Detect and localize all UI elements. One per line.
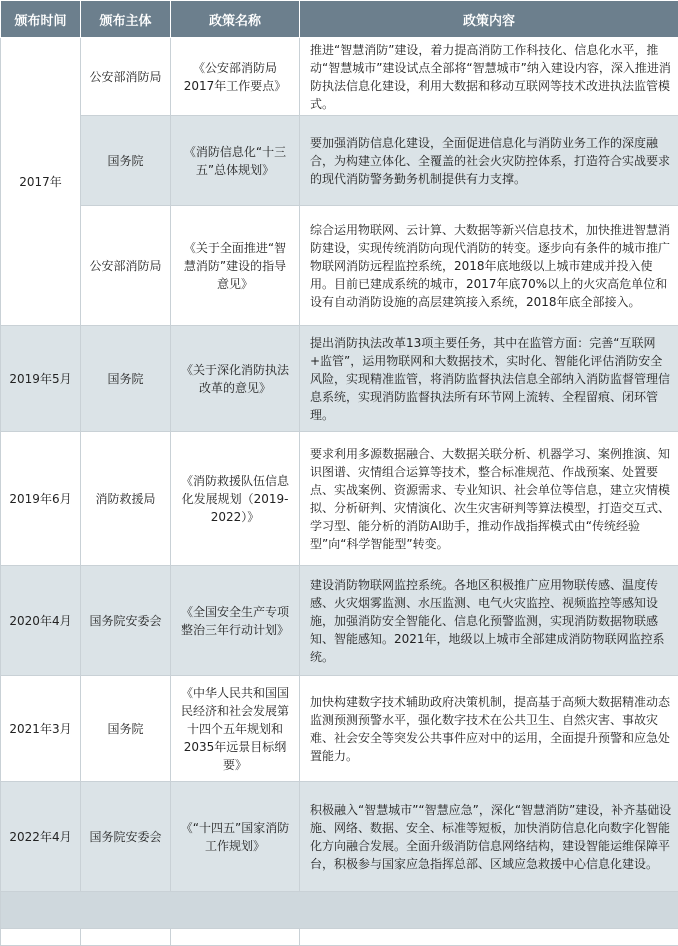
table-row (1, 206, 678, 326)
cell-policy-name: 《消防救援队伍信息化发展规划（2019-2022）》 (171, 432, 300, 566)
cell-issuer: 国务院 (81, 116, 171, 206)
table-row (1, 38, 678, 116)
cell-policy-name: 《关于深化消防执法改革的意见》 (171, 326, 300, 432)
empty-band (1, 892, 678, 929)
cell-policy-name: 《关于全面推进“智慧消防”建设的指导意见》 (171, 206, 300, 326)
cell-time: 2022年4月 (1, 782, 81, 892)
cell-issuer: 国务院安委会 (81, 782, 171, 892)
table-row (1, 116, 678, 206)
cell-issuer: 公安部消防局 (81, 38, 171, 116)
cell-issuer: 消防救援局 (81, 432, 171, 566)
empty-cell (81, 929, 171, 946)
header-time: 颁布时间 (1, 1, 81, 38)
cell-issuer: 国务院 (81, 676, 171, 782)
empty-cell (1, 929, 81, 946)
table-tail-row (1, 929, 678, 946)
empty-cell (300, 929, 678, 946)
table-row (1, 676, 678, 782)
table-row (1, 782, 678, 892)
cell-issuer: 国务院 (81, 326, 171, 432)
cell-issuer: 国务院安委会 (81, 566, 171, 676)
cell-policy-name: 《全国安全生产专项整治三年行动计划》 (171, 566, 300, 676)
cell-time: 2021年3月 (1, 676, 81, 782)
cell-policy-content: 提出消防执法改革13项主要任务，其中在监管方面：完善“互联网+监管”，运用物联网和大数据技术，实时化、智能化评估消防安全风险，实现精准监管，将消防监督执法信息全部纳入消防监督管理信息系统，实现消防监督执法所有环节网上流转、全程留痕、闭环管理。 (300, 326, 678, 432)
table-row (1, 566, 678, 676)
header-policy-name: 政策名称 (171, 1, 300, 38)
cell-time: 2017年 (1, 38, 81, 326)
empty-cell (171, 929, 300, 946)
cell-policy-content: 推进“智慧消防”建设，着力提高消防工作科技化、信息化水平，推动“智慧城市”建设试点全部将“智慧城市”纳入建设内容，深入推进消防执法信息化建设，利用大数据和移动互联网等技术改进执法监管模式。 (300, 38, 678, 116)
cell-policy-name: 《公安部消防局2017年工作要点》 (171, 38, 300, 116)
cell-policy-name: 《消防信息化“十三五”总体规划》 (171, 116, 300, 206)
cell-policy-name: 《“十四五”国家消防工作规划》 (171, 782, 300, 892)
table-footer-band (1, 892, 678, 929)
cell-policy-content: 加快构建数字技术辅助政府决策机制，提高基于高频大数据精准动态监测预测预警水平，强化数字技术在公共卫生、自然灾害、事故灾难、社会安全等突发公共事件应对中的运用，全面提升预警和应急处置能力。 (300, 676, 678, 782)
cell-policy-name: 《中华人民共和国国民经济和社会发展第十四个五年规划和2035年远景目标纲要》 (171, 676, 300, 782)
header-policy-content: 政策内容 (300, 1, 678, 38)
cell-time: 2019年6月 (1, 432, 81, 566)
cell-issuer: 公安部消防局 (81, 206, 171, 326)
cell-time: 2020年4月 (1, 566, 81, 676)
cell-policy-content: 要加强消防信息化建设，全面促进信息化与消防业务工作的深度融合，为构建立体化、全覆盖的社会火灾防控体系，打造符合实战要求的现代消防警务勤务机制提供有力支撑。 (300, 116, 678, 206)
header-issuer: 颁布主体 (81, 1, 171, 38)
cell-policy-content: 积极融入“智慧城市”“智慧应急”，深化“智慧消防”建设，补齐基础设施、网络、数据、安全、标准等短板，加快消防信息化向数字化智能化方向融合发展。全面升级消防信息网络结构，建设智能运维保障平台，积极参与国家应急指挥总部、区域应急救援中心信息化建设。 (300, 782, 678, 892)
cell-policy-content: 建设消防物联网监控系统。各地区积极推广应用物联传感、温度传感、火灾烟雾监测、水压监测、电气火灾监控、视频监控等感知设施，加强消防安全智能化、信息化预警监测，实现消防数据物联感知、智能感知。2021年，地级以上城市全部建成消防物联网监控系统。 (300, 566, 678, 676)
table-row (1, 432, 678, 566)
cell-policy-content: 综合运用物联网、云计算、大数据等新兴信息技术，加快推进智慧消防建设，实现传统消防向现代消防的转变。逐步向有条件的城市推广物联网消防远程监控系统，2018年底地级以上城市建成并投入使用。目前已建成系统的城市，2017年底70%以上的火灾高危单位和设有自动消防设施的高层建筑接入系统，2018年底全部接入。 (300, 206, 678, 326)
table-header-row (1, 1, 678, 38)
cell-policy-content: 要求利用多源数据融合、大数据关联分析、机器学习、案例推演、知识图谱、灾情组合运算等技术，整合标准规范、作战预案、处置要点、实战案例、资源需求、专业知识、社会单位等信息，建立灾情模拟、分析研判、灾情演化、次生灾害研判等算法模型，打造交互式、学习型、能分析的消防AI助手，推动作战指挥模式由“传统经验型”向“科学智能型”转变。 (300, 432, 678, 566)
table-row (1, 326, 678, 432)
cell-time: 2019年5月 (1, 326, 81, 432)
